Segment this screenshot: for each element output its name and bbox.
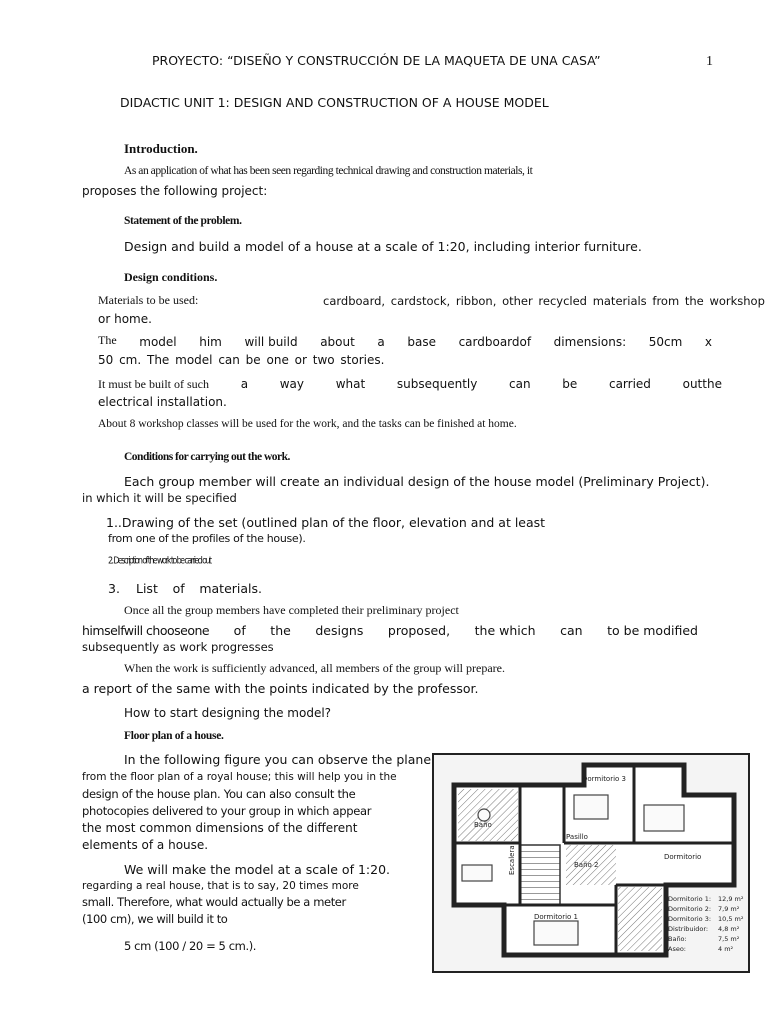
materials-word: ribbon, — [455, 294, 497, 308]
model-word: The — [98, 333, 117, 347]
legend-label: Distribuidor: — [668, 925, 709, 933]
page-number: 1 — [706, 54, 713, 69]
choose-word: proposed, — [387, 623, 451, 638]
choose-word: of — [233, 623, 246, 638]
built-word: be — [562, 377, 578, 391]
choose-line-2: subsequently as work progresses — [82, 640, 274, 654]
model-line-2: 50 cm. The model can be one or two stories. — [98, 353, 385, 367]
built-word: carried — [608, 377, 651, 391]
list-item-1-cont: from one of the profiles of the house). — [108, 532, 306, 545]
materials-list — [323, 295, 765, 308]
model-word: x — [704, 335, 712, 349]
choose-word: designs — [315, 623, 364, 638]
legend-label: Aseo: — [668, 945, 686, 953]
unit-title: DIDACTIC UNIT 1: DESIGN AND CONSTRUCTION OF A HOUSE MODEL — [120, 95, 549, 110]
paragraph-line: regarding a real house, that is to say, 20 times more — [82, 880, 359, 892]
list-item-3 — [136, 582, 262, 596]
room-label-dorm3: Dormitorio 3 — [582, 775, 627, 783]
legend-value: 12,9 m² — [718, 895, 744, 903]
floor-plan-heading: Floor plan of a house. — [124, 730, 224, 742]
floor-plan-drawing — [434, 755, 748, 971]
when-line: When the work is sufficiently advanced, all members of the group will prepare. — [124, 661, 505, 675]
room-label-pasillo: Pasillo — [566, 833, 588, 841]
design-heading: Design conditions. — [124, 270, 218, 284]
paragraph-line: 5 cm (100 / 20 = 5 cm.). — [124, 939, 257, 953]
built-line — [98, 378, 722, 392]
legend-label: Baño: — [668, 935, 687, 943]
list-item-2: 2. Description of the work to be carried out — [108, 555, 211, 566]
model-word: about — [320, 335, 355, 349]
room-label-dorm1: Dormitorio 1 — [534, 913, 579, 921]
model-word: dimensions: — [553, 335, 627, 349]
legend-value: 7,5 m² — [718, 935, 740, 943]
list-item-3-word: of — [172, 581, 185, 596]
floor-plan-figure — [432, 753, 750, 973]
intro-line-2: proposes the following project: — [82, 184, 268, 198]
legend-label: Dormitorio 3: — [668, 915, 712, 923]
classes-text: About 8 workshop classes will be used for the work, and the tasks can be finished at home. — [98, 418, 517, 430]
legend-value: 4,8 m² — [718, 925, 740, 933]
model-word: 50cm — [648, 335, 683, 349]
model-word: him — [199, 335, 222, 349]
conditions-line-2: in which it will be specified — [82, 491, 237, 505]
legend-label: Dormitorio 1: — [668, 895, 712, 903]
room-label-dorm2: Dormitorio — [664, 853, 702, 861]
once-line: Once all the group members have completed their preliminary project — [124, 603, 459, 617]
built-word: can — [509, 377, 531, 391]
paragraph-line: design of the house plan. You can also consult the — [82, 787, 356, 801]
conditions-line-1: Each group member will create an individual design of the house model (Preliminary Project). — [124, 474, 710, 489]
built-word: what — [335, 377, 366, 391]
paragraph-line: elements of a house. — [82, 838, 209, 852]
model-word: base — [407, 335, 436, 349]
list-item-3-word: materials. — [199, 581, 262, 596]
choose-word: himselfwill chooseone — [82, 623, 210, 638]
model-word: a — [377, 335, 385, 349]
model-word: will build — [244, 335, 298, 349]
paragraph-line: from the floor plan of a royal house; this will help you in the — [82, 771, 397, 783]
materials-word: from — [652, 294, 680, 308]
legend-label: Dormitorio 2: — [668, 905, 712, 913]
materials-word: materials — [592, 294, 647, 308]
materials-word: recycled — [538, 294, 587, 308]
materials-word: other — [502, 294, 533, 308]
room-label-bano: Baño — [474, 821, 492, 829]
paragraph-line-text: the most common dimensions of the different — [82, 821, 358, 835]
paragraph-line: We will make the model at a scale of 1:20. — [124, 862, 390, 877]
legend-value: 10,5 m² — [718, 915, 744, 923]
choose-word: to be modified — [607, 623, 698, 638]
paragraph-line: small. Therefore, what would actually be a meter — [82, 895, 346, 909]
paragraph-line — [82, 822, 368, 836]
materials-label: Materials to be used: — [98, 293, 199, 307]
legend-value: 7,9 m² — [718, 905, 740, 913]
model-line — [98, 333, 712, 350]
model-word: model — [139, 335, 177, 349]
built-word: way — [279, 377, 305, 391]
built-line-2: electrical installation. — [98, 395, 227, 409]
intro-line-1: As an application of what has been seen regarding technical drawing and construction materials, it — [124, 165, 533, 177]
paragraph-line: In the following figure you can observe the plane — [124, 752, 432, 767]
report-line: a report of the same with the points indicated by the professor. — [82, 681, 479, 696]
choose-word: can — [560, 623, 583, 638]
room-label-bano2: Baño 2 — [574, 861, 599, 869]
room-label-escalera: Escalera — [508, 845, 516, 875]
materials-word: cardstock, — [390, 294, 451, 308]
list-item-1: 1..Drawing of the set (outlined plan of the floor, elevation and at least — [106, 515, 546, 530]
problem-text: Design and build a model of a house at a scale of 1:20, including interior furniture. — [124, 239, 642, 254]
choose-line — [82, 624, 698, 638]
start-question: How to start designing the model? — [124, 706, 332, 720]
materials-word: the — [684, 294, 704, 308]
built-word: It must be built of such — [98, 377, 209, 391]
paragraph-line: (100 cm), we will build it to — [82, 912, 228, 926]
list-item-3-word: List — [136, 581, 158, 596]
built-word: a — [240, 377, 249, 391]
conditions-heading: Conditions for carrying out the work. — [124, 451, 290, 463]
choose-word: the which — [474, 623, 536, 638]
list-item-3-number: 3. — [108, 581, 120, 596]
built-word: outthe — [682, 377, 722, 391]
paragraph-line: photocopies delivered to your group in which appear — [82, 804, 372, 818]
intro-heading: Introduction. — [124, 141, 198, 156]
legend-value: 4 m² — [718, 945, 734, 953]
built-word: subsequently — [396, 377, 478, 391]
problem-heading: Statement of the problem. — [124, 215, 242, 227]
model-word: cardboardof — [458, 335, 532, 349]
running-header: PROYECTO: “DISEÑO Y CONSTRUCCIÓN DE LA MAQUETA DE UNA CASA” — [152, 53, 601, 68]
materials-word: cardboard, — [323, 294, 386, 308]
choose-word: the — [270, 623, 291, 638]
materials-line-2: or home. — [98, 312, 152, 326]
materials-word: workshop — [709, 294, 765, 308]
